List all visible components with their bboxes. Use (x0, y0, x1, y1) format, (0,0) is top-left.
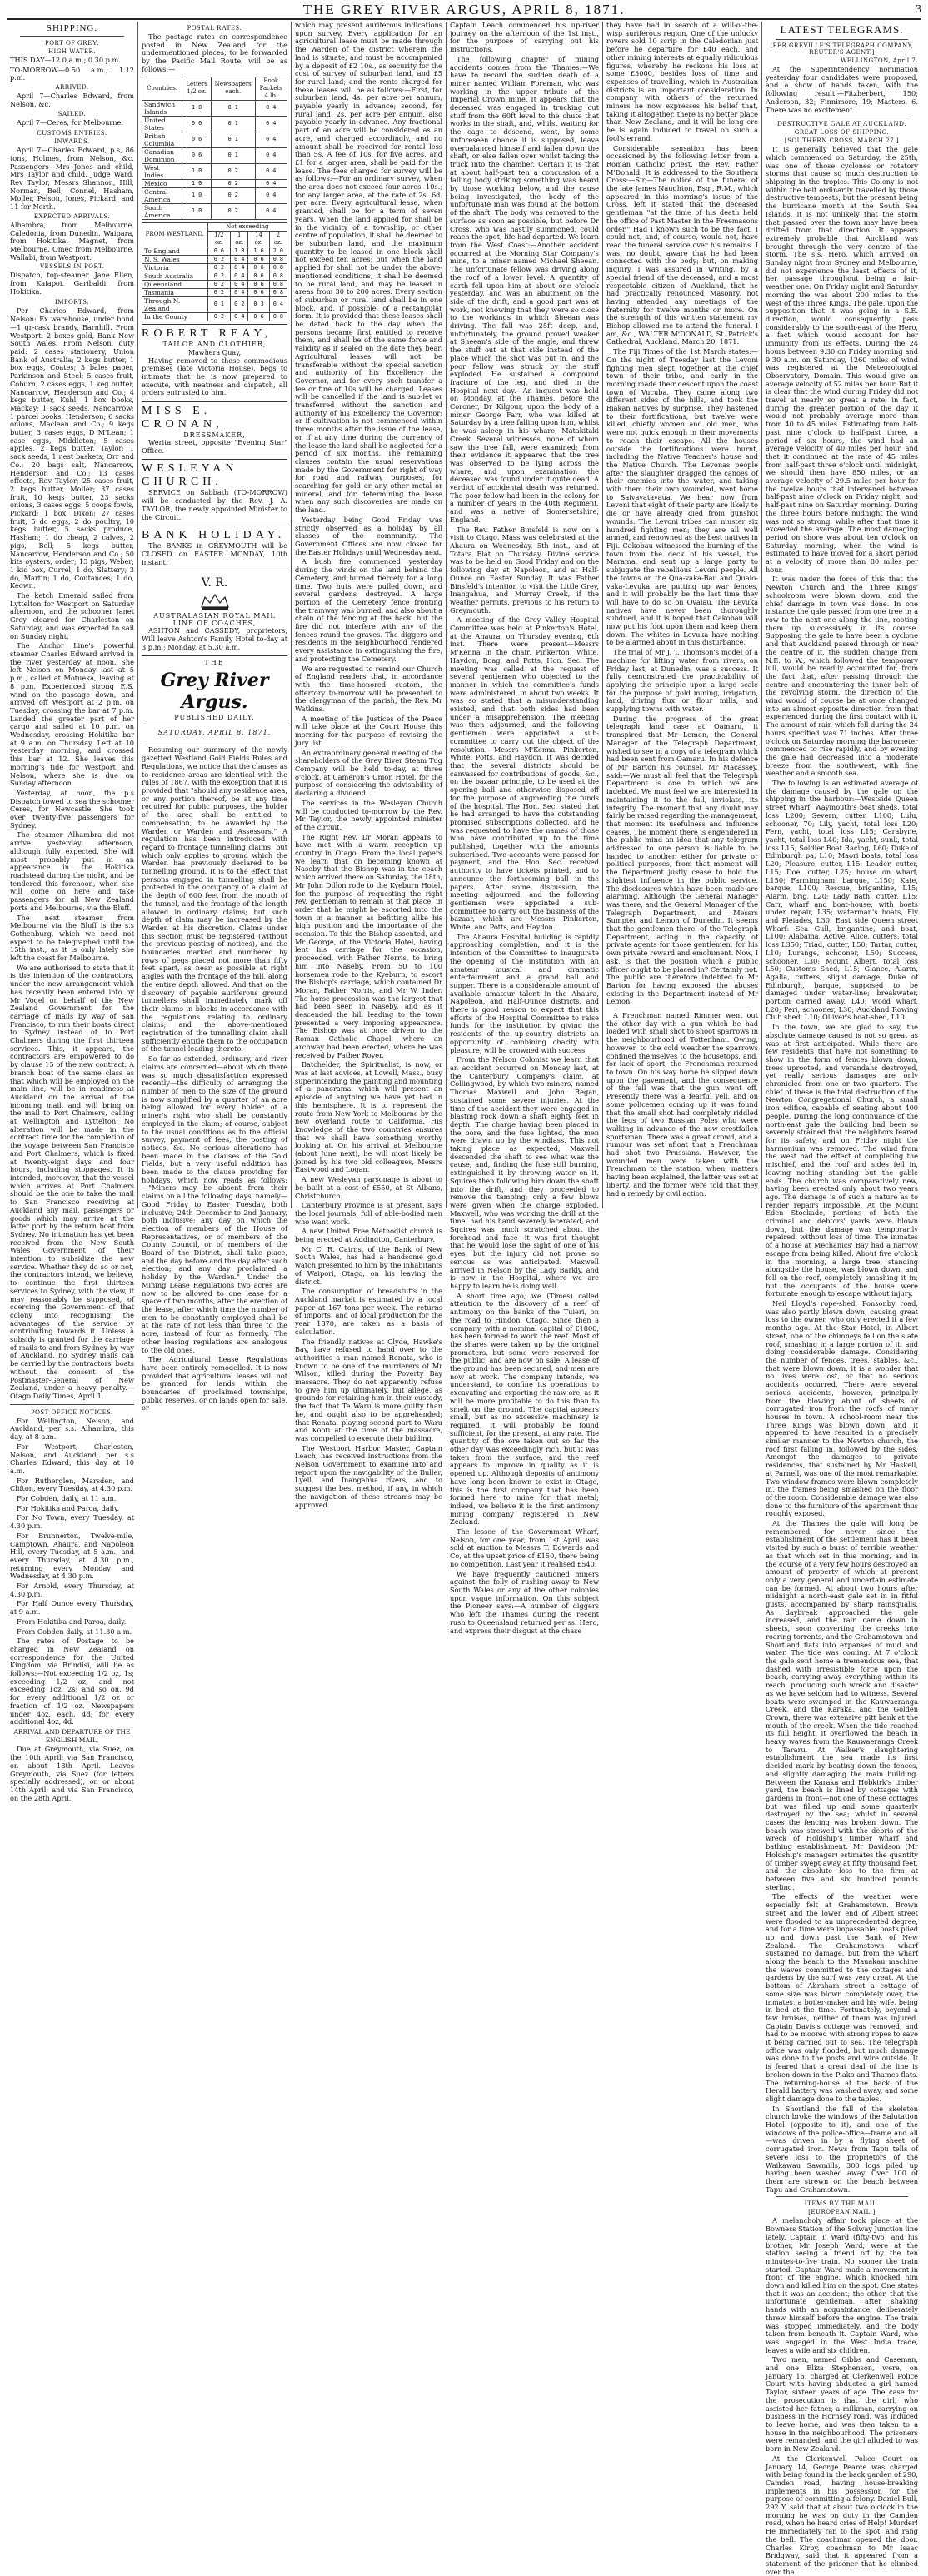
gale-source: [SOUTHERN CROSS, MARCH 27.] (784, 137, 900, 145)
news-paragraph: Mr C. R. Cairns, of the Bank of New South Wales, has had a handsome gold watch presented to him by the inhabitants of Waipori, Otago, on his leaving the district. (295, 1244, 442, 1286)
post-notice: For Cobden, daily, at 11 a.m. (17, 1494, 117, 1503)
table-row (142, 203, 287, 219)
advert-bank-holiday (142, 526, 287, 571)
telegraph-source: [PER GREVILLE'S TELEGRAPH COMPANY, REUTER'S AGENT.] (770, 42, 914, 56)
table-cell: Through N. Zealand (142, 296, 208, 312)
news-paragraph: A meeting of the Justices of the Peace will take place at the Court House this morning for the purpose of revising the jury list. (295, 714, 442, 747)
news-paragraph: A melancholy affair took place at the Bowness Station of the Solway Junction line lately. Captain T. Ward (fifty-two) and his brother, Mr Joseph Ward, were at the station seeing a friend off by the ten minutes-to-five train. No sooner the train started, Captain Ward made a movement in front of the engine, which knocked him down and killed him on the spot. One states that it was an accident; the other, that the unfortunate gentleman, after shaking hands with an acquaintance, deliberately threw himself before the engine. The train was stopped immediately, and the body taken from beneath it. Captain Ward, who was engaged in the West India trade, leaves a wife and six children. (766, 2216, 918, 2354)
table-cell: 0 4 (231, 280, 248, 288)
table-cell: 0 2 (211, 187, 255, 203)
news-paragraph: they have had in search of a will-o'-the-wisp auriferous region. One of the unlucky rovers sold 10 scrip in the Caledonian just before he departure for £40 each, and other mining interests at equally ridiculous figures, whereby he reckons his loss at some £3000, besides loss of time and expenses of travelling, which in Australian districts is an important consideration. In company with others of the returned miners he now expresses his belief that, taking it altogether, there is no better place than New Zealand, and it will be long ere he is again induced to travel on such a fool's errand. (606, 21, 759, 142)
telegram-dateline: WELLINGTON, April 7. (841, 57, 918, 64)
table-cell: Victoria (142, 263, 208, 272)
table-cell: 0 6 (207, 247, 231, 255)
mail-arrival-heading: ARRIVAL AND DEPARTURE OF THE ENGLISH MAIL. (13, 1728, 131, 1744)
post-notice: From Cobden daily, at 11.30 a.m. (17, 1627, 132, 1636)
vessels-heading: VESSELS IN PORT. (40, 263, 104, 271)
table-cell: 0 1 (211, 116, 255, 132)
column-news-4 (447, 21, 602, 1635)
table-cell: 0 6 (248, 312, 269, 321)
advert-title: WESLEYAN CHURCH. (142, 462, 238, 489)
table-row (142, 187, 287, 203)
news-paragraph: A new Wesleyan parsonage is about to be built at a cost of £550, at St Albans, Christchurch. (295, 1175, 442, 1200)
table-cell: 0 2 (211, 163, 255, 179)
news-paragraph: The trial of Mr J. T. Thomson's model of a machine for lifting water from rivers, on Friday last, at Dunedin, was a success. It fully demonstrated the practicability of applying the principle upon a large scale for the purpose of gold mining, irrigation, land, driving flux or flour mills, and supplying towns with water. (606, 648, 758, 714)
masthead (0, 0, 928, 18)
table-cell: 0 8 (269, 272, 287, 280)
news-paragraph: which may present auriferous indications upon survey. Every application for an agricultural lease must be made through the Warden of the district wherein the land is situate, and must be accompanied by a deposit of £2 10s., as security for the cost of survey of suburban land, and £5 for rural land; and the rents charged for these leases will be as follows:—First, for suburban land, 4s. per acre per annum, payable yearly in advance; second, for rural land, 2s. per acre per annum, also payable yearly in advance. Any fractional part of an acre will be considered as an acre, and charged accordingly, and no amount shall be received for rental less than 5s. A fee of 10s. for five acres, and £1 for a larger area, shall be paid for the lease. The fees charged for survey will be as follows:—For an ordinary survey, when the area does not exceed four acres, 10s.; for any larger area, at the rate of 2s. 6d. per acre. Every agricultural lease, when granted, shall be for a term of seven years. When the land applied for shall be in the vicinity of a township, or other centre of population, it shall be deemed to be suburban land, and the maximum quantity to be leased in one block shall not exceed ten acres; but when the land applied for shall not be under the above-mentioned conditions, it shall be deemed to be rural land, and may be leased in areas from 30 to 200 acres. Every section of suburban or rural land shall be in one block, and, if possible, of a rectangular form. It is provided that these leases shall be dated back to the day when the persons became first entitled to receive them, and shall be of the same force and validity as if sealed on the date they bear. Agricultural leases will not be transferable without the special sanction and authority of his Excellency the Governor, and for every such transfer a fee or fine of 10s will be charged. Leases will be cancelled if the land is sub-let or transferred without the sanction and authority of his Excellency the Governor; or if cultivation is not commenced within three months after the issue of the lease, or if at any time during the currency of the lease the land shall be neglected for a period of six months. The remaining clauses contain the usual reservations made by the Government for right of way for road and railway purposes, for searching for gold or any other metal or mineral, and for determining the lease when any such discoveries are made on the land. (295, 21, 442, 515)
imports-heading: IMPORTS. (55, 298, 89, 306)
table-cell: 0 2 (207, 312, 231, 321)
table-cell: 1 6 (248, 247, 269, 255)
news-item: The steamer Alhambra did not arrive yesterday afternoon, although fully expected. She will most probably put in an appearance in the Hokitika roadstead during the night, and be tendered this forenoon, when she will come on here and take passengers for all New Zealand ports and Melbourne, via the Bluff. (10, 830, 134, 912)
th-weight: 14 oz. (248, 231, 269, 247)
table-cell: 0 8 (269, 288, 287, 296)
table-row (142, 116, 287, 132)
post-notice: For Half Ounce every Thursday, at 9 a.m. (10, 1599, 134, 1617)
news-paragraph: The Westport Harbor Master, Captain Leach, has received instructions from the Nelson Government to examine into and report upon the navigability of the Buller, Lyell, and Inangahua rivers, and to suggest the best method, if any, in which the navigation of these streams may be approved. (295, 1443, 442, 1509)
post-notice: From Hokitika and Paroa, daily. (17, 1617, 127, 1626)
th-weight: 1 oz. (231, 231, 248, 247)
table-cell: Tasmania (142, 288, 208, 296)
mail-source: [EUROPEAN MAIL.] (808, 2209, 876, 2216)
table-cell: South America (142, 203, 182, 219)
table-cell: South Australia (142, 272, 208, 280)
news-paragraph: Neil Lloyd's rope-shed, Ponsonby road, was also partly blown down, causing great loss to the owner, who only erected it a few months ago. At the Star Hotel, in Albert street, one of the chimneys fell on the slate roof, smashing in a large portion of it, and doing considerable damage. Considering the number of fences, trees, stables, &c., that were blown down, it is a wonder that no lives were lost, or that no serious accidents occurred. There were several serious accidents, however, principally from the blowing about of sheets of corrugated iron from the roofs of many houses in town. A school-room near the Three Kings was blown down, and it appeared to have resulted in a precisely similar manner to the Newton church, the roof first falling in, followed by the sides. Amongst the damages to private residences, that sustained by Mr Haskell, at Parnell, was one of the most remarkable. Two window-frames were blown completely in, the frames being smashed on the floor of the room. Considerable damage was also done to the furniture of the apartment thus roughly exposed. (766, 1299, 918, 1518)
post-notice: For Brunnerton, Twelve-mile, Camptown, Ahaura, and Napoleon Hill, every Tuesday, at 5 a.m., and every Thursday, at 4.30 p.m., returning every Monday and Wednesday, at 4.30 p.m. (10, 1531, 134, 1581)
table-cell: 0 8 (269, 280, 287, 288)
masthead-name: Grey River Argus. (160, 670, 269, 714)
table-cell: 0 2 (211, 179, 255, 187)
advert-title: AUSTRALASIAN ROYAL MAIL LINE OF COACHES, (153, 612, 276, 628)
news-paragraph: The lessee of the Government Wharf, Nelson, for one year, from 1st April, was sold at auction to Messrs T. Edwards and Co, at the upset price of £150, there being no competition. Last year it realised £540. (450, 1527, 599, 1568)
inwards-heading: INWARDS. (54, 138, 90, 146)
th-weight: 2 oz. (269, 231, 287, 247)
table-row (142, 288, 287, 296)
divider (20, 36, 124, 37)
table-row (142, 247, 287, 255)
news-paragraph: Batchelder, the Spiritualist, is now, or was at last advices, at Lowell, Mass., busy superintending the painting and mounting of a panorama, which will present an episode of anything we have yet had in this hemisphere. It is to represent the route from New York to Melbourne by the new overland route to California. His knowledge of the two countries ensures that we shall have something worthy looking at. On his arrival at Melbourne (about June next), he will most likely be joined by his two old colleagues, Messrs Eastwood and Logan. (295, 1060, 442, 1174)
column-news-5 (603, 22, 761, 1208)
table-row (142, 312, 287, 321)
advert-robert-reay (142, 324, 287, 402)
table-cell: 0 4 (231, 272, 248, 280)
news-paragraph: It was under the force of this that the Newton Church and the Three Kings' schoolroom were blown down, and the chief damage in town was done. In one instance the gale passed from one tree in a row to the next one along the line, rooting them up successively in its course. Supposing the gale to have been a cyclone and that Auckland passed through or near the centre of it, the sudden change from N.E. to W., which followed the temporary lull, would be readily accounted for, from the fact that, after passing through the centre and encountering the inner belt of the revolving storm, the direction of the wind would of course be at once changed into an almost opposite direction from that experienced during the first contact with it. The amount of rain which fell during the 24 hours specified was 71 inches. After three o'clock on Saturday morning the barometer commenced to rise rapidly, and by evening the gale had decreased into a moderate breeze from the south-west, with fine weather and a smooth sea. (766, 575, 918, 778)
news-paragraph: The effects of the weather were especially felt at Grahamstown. Brown street and the lower end of Albert street were flooded to an unprecedented degree, and for a time were impassable; boats plied up and down past the Bank of New Zealand. The Grahamstown wharf sustained no damage, but from the wharf along the beach to the Mauakau machine the waves committed to the cottages and gardens by the surf was very great. At the bottom of Abraham street a cottage of some size was blown completely over, the inmates, a boiler-maker and his wife, being in bed at the time. Fortunately, beyond a few bruises, neither of them was injured. Captain Davis's cottage was removed, and had to be moored with strong ropes to save it being carried out to sea. The telegraph office was only flooded, but much damage was done to the posts and wire outside. It is feared that a great deal of the line is broken down in the Piako and Thames flats. The returning-house at the back of the Herald battery was washed away, and some slight damage done to the tables. (766, 1892, 918, 2103)
table-cell: Central America (142, 187, 182, 203)
table-row (142, 147, 287, 163)
expected-heading: EXPECTED ARRIVALS. (33, 212, 111, 220)
news-paragraph: Two men, named Gibbs and Caseman, and one Eliza Stephenson, were, on January 16, charged at Clerkenwell Police Court with having abducted a girl named Taylor, sixteen years of age. The case for the prosecution is that the girl, who assisted her father, a milkman, carrying on business in the Hornsey road, was induced to leave home, and was then taken to a house in the neighbourhood. The prisoners were remanded, and the girl alluded to was born in New Zealand. (766, 2355, 918, 2454)
post-notice: For Arnold, every Thursday, at 4.30 p.m. (10, 1582, 134, 1598)
post-notice: For No Town, every Tuesday, at 4.30 p.m. (10, 1513, 134, 1531)
news-paragraph: A Frenchman named Rimmer went out the other day with a gun which he had loaded with small shot to shoot sparrows in the neighbourhood of Tottenham. Owing, however, to the cold weather the sparrows confined themselves to the housetops, and, for lack of sport, the Frenchman returned to town. On his way home he slipped down upon the pavement, and the consequence of the fall was that the gun went off. Presently there was a fearful yell, and on some policemen coming up it was found that the small shot had completely riddled the legs of two Russian Poles who were walking in advance of the now crestfallen sportsman. There was a great crowd, and a rumour was set afloat that a Frenchman had shot two Prussians. However, the wounded men were taken with the Frenchman to the station, when, matters having been explained, the latter was set at liberty, and the former were told that they had a remedy by civil action. (606, 1011, 758, 1198)
table-cell: 0 2 (207, 272, 231, 280)
page-number: 3 (916, 3, 921, 16)
news-item: Yesterday, at noon, the p.s Dispatch towed to sea the schooner Ceres, for Newcastle. She took over twenty-five passengers for Sydney. (10, 788, 134, 830)
table-cell: 0 8 (269, 255, 287, 263)
inwards-text: April 7—Charles Edward, p.s, 86 tons, Holmes, from Nelson, &c. Passengers—Mrs Jones and child, Mrs Taylor and child, Judge Ward, Rev Taylor, Messrs Shannon, Hill, Norman, Bell, Connel, Hasham, Moller, Pelson, Jones, Pickard, and 11 for North. (10, 146, 134, 212)
port-heading: PORT OF GREY. (45, 39, 99, 47)
table-cell: 0 1 (207, 296, 231, 312)
news-paragraph: A new United Free Methodist church is being erected at Addington, Canterbury. (295, 1227, 442, 1244)
table-row (142, 100, 287, 116)
news-paragraph: In Shortland the fall of the skeleton church broke the windows of the Salutation Hotel (opposite to it), and one of the windows of the police-office—frame and all—was driven in by a flying sheet of corrugated iron. News from Tapu tells of severe loss to the proprietors of the Waikawau Sawmills, 300 logs piled up having been washed away. Over 100 of them are strewn on the beach between Tapu and Grahamstown. (766, 2104, 918, 2194)
advert-address: Mawhera Quay, (187, 348, 242, 356)
editorial-masthead (142, 655, 287, 746)
table-cell: 0 1 (211, 132, 255, 147)
high-water-heading: HIGH WATER. (47, 48, 97, 55)
news-item: The next steamer from Melbourne via the Bluff is the s.s Gothenburg, which we need not expect to be telegraphed until the 15th inst., as it is only lately she left the coast for Melbourne. (10, 913, 134, 963)
imports-text: Per Charles Edward, from Nelson: Ex warehouse, under bond—1 qr-cask brandy, Barnhill. From Westport: 2 boxes gold, Bank New South Wales. From Nelson, duty paid: 2 cases stationery, Union Bank of Australia; 2 kegs butter, 1 box eggs, Coates; 3 bales paper, Parkinson and Steel; 5 cases fruit, Coburn; 2 cases eggs, 1 keg butter, Nancarrow, Henderson and Co.; 4 kegs butter, Kuhl; 1 box books, Mackay; 1 sack seeds, Nancarrow; 1 parcel books, Henderson; 6 sacks onions, Maclean and Co.; 9 kegs butter, 3 cases eggs, D M'Lean; 1 case eggs, Middleton; 5 cases apples, 2 kegs butter, Taylor; 1 sack seeds, 1 nest baskets, Orr and Co.; 20 bags salt, Nancarrow, Henderson and Co.; 13 cases effects, Rev Taylor; 25 cases fruit, 2 kegs butter, Moller; 37 cases fruit, 10 kegs butter, 23 sacks onions, 3 cases eggs, 5 coops fowls, Pickard; 1 box, Dixon; 27 cases fruit, 5 do eggs, 2 do poultry, 10 kegs butter, 5 sacks produce, Hasham; 1 do cheap, 2 calves, 2 pigs, Bell; 5 kegs butter, Nancarrow, Henderson and Co.; 50 kits oysters, order; 13 pigs, Weber; 1 kid box, Currel; 1 do, Slattery; 3 do, Martin; 1 do, Coutances; 1 do, Keown. (10, 306, 134, 590)
telegram-text: At the Superintendency nomination yesterday four candidates were proposed, and a show of hands taken, with the following result:—Fitzherbert, 150; Anderson, 32; Finnimore, 19; Masters, 6. There was no excitement. (766, 65, 918, 114)
news-paragraph: The services in the Wesleyan Church will be conducted to-morrow by the Rev. Mr Taylor, the newly appointed minister of the circuit. (295, 798, 442, 831)
news-paragraph: We have frequently cautioned miners against the folly of rushing away to New South Wales or any of the other colonies upon vague information. On this subject the Pioneer says:—A number of diggers who left the Thames during the recent rush to Queensland returned per ss. Hero, and express their disgust at the chase (450, 1569, 599, 1635)
table-cell: 0 8 (269, 263, 287, 272)
table-cell: 0 2 (207, 263, 231, 272)
table-cell: 0 4 (231, 312, 248, 321)
sailed-text: April 7—Ceres, for Melbourne. (17, 117, 123, 127)
news-paragraph: Captain Leach commenced his up-river journey on the afternoon of the 1st inst., for the purpose of carrying out his instructions. (450, 21, 599, 54)
advert-title: BANK HOLIDAY. (142, 529, 286, 542)
th-letters: Letters 1/2 oz. (182, 77, 212, 100)
newspaper-page (7, 21, 921, 2576)
post-notice: For Westport, Charleston, Nelson, and Auckland, per s.s Charles Edward, this day at 10 a.m. (10, 1442, 134, 1475)
news-item: The ketch Emerald sailed from Lyttelton for Westport on Saturday afternoon, and the schooner Janet Grey cleared for Charleston on Saturday, and was expected to sail on Sunday night. (10, 591, 134, 640)
published-daily: PUBLISHED DAILY. (174, 714, 255, 722)
postal-rates-heading: POSTAL RATES. (187, 24, 242, 32)
news-paragraph: We are requested to remind our Church of England readers that, in accordance with the time-honored custom, the offertory to-morrow will be presented to the clergyman of the parish, the Rev. Mr Watkins. (295, 664, 442, 714)
table-cell: Queensland (142, 280, 208, 288)
table-cell: 0 4 (231, 288, 248, 296)
table-cell: 0 1 (211, 147, 255, 163)
table-row (142, 272, 287, 280)
table-cell: 0 6 (182, 132, 212, 147)
news-paragraph: Canterbury Province is at present, says the local journals, full of able-bodied men who want work. (295, 1201, 442, 1226)
news-paragraph: During the progress of the great telegraph land case at Oamaru, it transpired that Mr Lemon, the General Manager of the Telegraph Department, wished to see in a copy of a telegram which had been sent from Oamaru. In his defence of Mr Barton his counsel, Mr Macassey, said:—We must all feel that the Telegraph Department is one to which we are indebted. We must feel we are interested in maintaining it to the full, inviolate, its integrity. The moment that any doubt may fairly be raised regarding the management, that moment its usefulness and influence ceases. The moment there is engendered in the public mind an idea that any telegram addressed to one person is liable to be handed to another, either for private or political purposes, from that moment will the Department justly cease to hold the slightest influence in the public service. The disclosures which have been made are alarming. Although the General Manager was there, and the General Manager of the Telegraph Department, and Messrs Sumpter and Lemon of Dunedin. It seems that the gentlemen there, of the Telegraph Department, acting in the capacity of private agents for those gentlemen, for his own private reward and emolument. Now, I ask, is that the position which a public officer ought to be placed in? Certainly not. The public are therefore indebted to Mr Barton for having exposed the abuses existing in the Department instead of Mr Lemon. (606, 714, 758, 1006)
table-cell: 0 6 (248, 288, 269, 296)
news-paragraph: It is generally believed that the gale which commenced on Saturday, the 25th, was one of those cyclones or rotatory storms that cause so much destruction to shipping in the tropics. This Colony is not within the belt ordinarily travelled by those destructive tempests, but the present being the hurricane month at the South Sea Islands, it is not unlikely that the storm that passed over the town may have been drifted from that direction. It appears extremely probable that Auckland was brought through the very centre of the storm. The s.s. Hero, which arrived on Sunday night from Sydney and Melbourne, did not experience the least effects of it, her passage throughout being a fair-weather one. On Friday night and Saturday morning the was about 200 miles to the west of the Three Kings. The gale, upon the supposition that it was going in a S.E. direction, would consequently pass considerably to the south-east of the Hero, a fact which would account for her immunity from its effects. During the 24 hours between 9.30 on Friday morning and 9.30 a.m. on Saturday, 1260 miles of wind was registered at the Meteorological Observatory, Domain. This would give an average velocity of 52 miles per hour. But it is clear that the wind during Friday did not travel at nearly so great a rate; in fact, during the greater portion of the day it would not probably average more than from 40 to 45 miles. Estimating from half-past nine o'clock to half-past three, a period of six hours, the wind had an average velocity of 40 miles per hour, and that it continued at the rate of 45 miles from half-past three o'clock until midnight, we should then have 850 miles, or an average velocity of 29.5 miles per hour for the twelve hours that intervened between half-past nine o'clock on Friday night, and half-past nine on Saturday morning. During the three hours before midnight the wind was not so strong, while after that time it exceeded the average. The most damaging period on shore was about ten o'clock on Saturday morning, when the wind is estimated to have moved for a short period at a velocity of more than 80 miles per hour. (766, 145, 918, 574)
table-cell: 2 0 (269, 247, 287, 255)
news-item: The Anchor Line's powerful steamer Charles Edward arrived in the river yesterday at noon. She left Nelson on Monday last at 5 p.m., called at Motueka, leaving at 8 p.m. Experienced strong E.S. wind on the passage down, and arrived off Westport at 2 p.m. on Tuesday, crossing the bar at 7 p.m. Landed the greater part of her cargo and sailed at 10 p.m. on Wednesday, crossing Hokitika bar at 9 a.m. on Thursday. Left at 10 yesterday morning, and crossed this bar at 12. She leaves this morning's tide for Westport and Nelson, where she is due on Sunday afternoon. (10, 641, 134, 788)
news-paragraph: Considerable sensation has been occasioned by the following letter from a Roman Catholic priest, the Rev. Father M'Donald. It is addressed to the Southern Cross:—Sir,—The notice of the funeral of the late James Naughton, Esq., R.M., which appeared in this morning's issue of the Cross, left it stated that the deceased gentleman "at the time of his death held the office of Past Master in the Freemasons order." Had I known such to be the fact, I could not, and, of course, would not, have read the funeral service over his remains. I was, no doubt, aware that he had been connected with the body; but, on making inquiry, I was assured in writing, by a special friend of the deceased, and a most respectable citizen of Auckland, that he had practically renounced Masonry, not having attended any meetings of the fraternity for twelve months or more. On the strength of this written statement my Bishop allowed me to attend the funeral. I am, &c., WALTER M'DONALD, St. Patrick's Cathedral, Auckland. March 20, 1871. (606, 143, 758, 346)
shipping-heading: SHIPPING. (46, 23, 98, 33)
table-cell: United States (142, 116, 182, 132)
table-cell: In the County (142, 312, 208, 321)
sailed-heading: SAILED. (57, 110, 87, 117)
table-cell: 0 4 (255, 116, 287, 132)
table-cell: Sandwich Islands (142, 100, 182, 116)
expected-text: Alhambra, from Melbourne. Caledonia, from Dunedin. Waipara, from Hokitika. Magnet, from Melbourne. Omeo from Melbourne. Wallabi, from Westport. (10, 220, 134, 262)
column-shipping (7, 22, 137, 1802)
news-paragraph: The following chapter of mining accidents comes from the Thames:—We have to record the sudden death of a miner named William Foreman, who was working in the upper tribute of the Imperial Crown mine. It appears that the deceased was engaged in trucking out stuff from the 60ft level to the chute that works in the shaft, and, whilst waiting for the cage to descend, went, by some unforeseen chance it is supposed, leave overbalanced himself and fallen down the shaft, or else fallen over whilst taking the truck into the chamber. Certain it is that at about half-past ten a concussion of a falling body striking something was heard by those working below, and the cause being investigated, the body of the unfortunate man was found at the bottom of the shaft. The body was removed to the surface as soon as possible, but before Dr Cross, who was hastily summoned, could reach the spot, life had departed. We learn from the West Coast:—Another accident occurred at the Morning Star Company's mine, to a miner named Michael Sheean. The unfortunate fellow was driving along the roof of a lower level. A quantity of earth fell upon him at about one o'clock yesterday, and was an abutment on the side of the drift, and a good part was at work, not knowing that they were so close to the workings in which Sheean was driving. The fall was 25ft deep, and, unfortunately, the ground proved weaker at Sheean's side of the angle, and threw the stuff out at that side instead of the place which the shot was put in, and the poor fellow was struck by the stuff exploded. He sustained a compound fracture of the leg, and died in the Hospital next day.—An inquest was held on Monday, at the Thames, before the Coroner, Dr Kilgour, upon the body of a miner George Farr, who was killed at Saturday by a tree falling upon him, whilst he was asleep in his whare, Matakitaki Creek. Several witnesses, none of whom saw the tree fall, were examined; from their evidence it appeared that the tree was observed to be lying across the whare, and upon examination the deceased was found under it quite dead. A verdict of accidental death was returned. The poor fellow had been in the colony for a number of years in the 40th Regiment, and was a native of Somersetshire, England. (450, 54, 599, 524)
gale-subheading: GREAT LOSS OF SHIPPING. (794, 129, 890, 137)
th-country: Countries. (142, 77, 182, 100)
table-cell: 0 2 (211, 203, 255, 219)
table-cell: 1 0 (182, 163, 212, 179)
table-cell: 0 6 (248, 272, 269, 280)
high-water-today: THIS DAY—12.0 a.m.; 0.30 p.m. (10, 56, 121, 64)
advert-title: ROBERT REAY, (142, 326, 272, 340)
table-cell: British Columbia (142, 132, 182, 147)
divider (776, 39, 908, 40)
dateline: SATURDAY, APRIL 8, 1871. (157, 729, 272, 737)
table-cell: 0 4 (269, 296, 287, 312)
post-notice: The rates of Postage to be charged in New Zealand on correspondence for the United Kingdom, via Brindisi, will be as follows:—Not exceeding 1/2 oz, 1s; exceeding 1/2 oz, and not exceeding 1oz, 2s; and so on, 9d for every additional 1/2 oz or fraction of 1/2 oz. Newspapers under 4oz, each, 4d; for every additional 4oz, 4d. (10, 1637, 134, 1726)
news-item: We are authorised to state that it is the intention of the contractors, under the new arrangement which has recently been entered into by Mr Vogel on behalf of the New Zealand Government for the carriage of mails by way of San Francisco, to run their boats direct to Sydney instead of to Port Chalmers during the first thirteen services. This, it appears, the contractors are empowered to do by clause 15 of the new contract. A branch boat of the same class as that which will be employed on the main line, will be in readiness at Auckland on the arrival of the incoming mail, and will bring on the mail to Port Chalmers, calling at Wellington and Lyttelton. No alteration will be made in the contract time for the completion of the voyage between San Francisco and Port Chalmers, which is fixed at twenty-eight days and four hours, including stoppages. It is intended, moreover, that the vessel which arrives at Port Chalmers should be the one to take the mail to San Francisco receiving at Auckland any mail, passengers or goods which may arrive at the latter port by the return boat from Sydney. No intimation has yet been received from the New South Wales Government of their intention to subsidize the new service. Whether they do so or not, the contractors intend, we believe, to continue the first thirteen services to Sydney, with the view, it may reasonably be supposed, of coercing the Government of that colony into recognising the advantages of the service by contributing towards it. Unless a subsidy is granted for the carriage of mails to and from Sydney by way of Auckland, no Sydney mails can be carried by the contractors' boats without the consent of the Postmaster-General of New Zealand, under a heavy penalty.—Otago Daily Times, April 1. (10, 963, 134, 1400)
advert-text: Werita street, opposite "Evening Star" Office. (142, 438, 287, 455)
table-cell: 0 4 (255, 179, 287, 187)
pacific-rates-table (142, 77, 287, 220)
table-cell: 0 4 (255, 203, 287, 219)
latest-telegrams-heading: LATEST TELEGRAMS. (780, 23, 904, 36)
table-cell: 1 0 (182, 179, 212, 187)
th-not-exceeding: Not exceeding (207, 222, 287, 231)
newspaper-title: THE GREY RIVER ARGUS, APRIL 8, 1871. (302, 2, 626, 17)
table-cell: 0 6 (248, 255, 269, 263)
table-cell: 0 6 (182, 116, 212, 132)
post-notice: For Rutherglen, Marsden, and Clifton, every Tuesday, at 4.30 p.m. (10, 1476, 134, 1493)
post-notice: For Hokitika and Paroa, daily. (17, 1503, 120, 1512)
table-row (142, 132, 287, 147)
table-cell: West Indies (142, 163, 182, 179)
post-office-heading: POST OFFICE NOTICES. (31, 1408, 113, 1416)
royal-cipher: V. R. (201, 576, 228, 590)
table-cell: 1 0 (182, 187, 212, 203)
advert-text: ASHTON and CASSEDY, proprietors, Will leave Ashton's Family Hotel to-day at 3 p.m.; Monday, at 5.30 a.m. (142, 626, 287, 651)
crown-icon (198, 592, 232, 610)
mail-items-heading: ITEMS BY THE MAIL. (804, 2200, 880, 2208)
table-cell: 0 2 (207, 255, 231, 263)
news-paragraph: In the town, we are glad to say, the absolute damage caused is not so great as was at first anticipated. While there are few residents that have not something to show in the form of fences blown down, trees uprooted, and verandahs destroyed, yet really serious damages are only chronicled from one or two quarters. The chief of these is the total destruction of the Newton Congregational Church, a small iron edifice, capable of seating about 400 people. During the long continuance of the north-east gale the building had been so severely strained that the neighbors feared for its safety, and on Friday night the harmonium was removed. The wind from the west had the effect of completing the mischief, and the roof and sides fell in, leaving nothing standing but the gable ends. The church was comparatively new, having been erected only about two years ago. The damage is of such a nature as to render repairs impossible. At the Mount Eden Stockade, portions of both the criminal and debtors' yards were blown down, but the damage was temporarily repaired, without loss of time. The inmates of a house at Mechanics' Bay had a narrow escape from being killed. About five o'clock in the morning, a large tree, standing alongside the house, was blown down, and fell on the roof, completely smashing it in; but the occupants of the house were fortunate enough to escape without injury. (766, 1023, 918, 1298)
divider (10, 1404, 134, 1405)
news-paragraph: A short time ago, we (Times) called attention to the discovery of a reef of antimony on the banks of the Tuieri, on the road to Hindon, Otago. Since then a company, with a nominal capital of £1800, has been formed to work the reef. Most of the shares were taken up by the original promoters, but some were reserved for the public, and are now on sale. A lease of the ground has been secured, and men are now at work. The company intends, we understand, to confine its operations to excavating and exporting the raw ore, as it will be more profitable to do this than to smelt on the ground. The capital appears small, but as no excessive machinery is required, it will probably be found sufficient, for the present, at any rate. The quantity of the ore taken out so far the other day was exceedingly rich, but it was taken from the surface, and the reef appears to improve in quality as it is opened up. Although deposits of antimony have long been known to exist in Otago, this is the first company that has been formed here to mine for that metal; indeed, we believe it is the first antimony mining company registered in New Zealand. (450, 1291, 599, 1527)
table-row (142, 179, 287, 187)
table-row (142, 263, 287, 272)
table-cell: 0 6 (248, 263, 269, 272)
news-paragraph: A bush fire commenced yesterday during the winds on the land behind the Cemetery, and burned fiercely for a long time. Two huts were pulled down, and several gardens destroyed. A large portion of the Cemetery fence fronting the tramway was burned, and also about a chain of the fencing at the back, but the fire did not interfere with any of the fences round the graves. The diggers and residents in the neighbourhood rendered every assistance in extinguishing the fire, and protecting the Cemetery. (295, 557, 442, 663)
arrived-text: April 7—Charles Edward, from Nelson, &c. (10, 92, 134, 108)
westland-rates-table (142, 222, 287, 321)
th-book-packets: Book Packets 4 lb. (255, 77, 287, 100)
news-paragraph: From the Nelson Colonist we learn that an accident occurred on Monday last, at the Canterbury Company's claim, at Collingwood, by which two miners, named Thomas Maxwell and John Regan, sustained some severe injuries. At the time of the accident they were engaged in blasting rock down a shaft eighty feet in depth. The charge having been placed in the bore, and the fuse lighted, the men were drawn up by the windlass. This not taking place as expected, Maxwell descended the shaft to see what was the cause, and, finding the fuse still burning, extinguished it by throwing water on it. Squires then following him down the shaft into the drift, and they proceeded to remove the tamping; only a few blows were given when the charge exploded. Maxwell, who was working the drill at the time, had his hand severely lacerated, and Squires was much scratched about the forehead and face—it was first thought that he would lose the sight of one of his eyes, but the injury did not prove so serious as was anticipated. Maxwell arrived in Nelson by the Lady Barkly, and is now in the Hospital, where we are happy to learn he is doing well. (450, 1055, 599, 1290)
advert-trade: TAILOR AND CLOTHIER, (162, 340, 267, 348)
column-postal-ads (138, 22, 291, 1413)
editorial-paragraph: Resuming our summary of the newly gazetted Westland Gold Fields Rules and Regulations, we notice that the clauses as to residence areas are identical with the rules of 1867, with the exception that it is provided that "should any residence area, or any portion thereof, be at any time required for public purposes, the holder of the area shall be entitled to compensation, to be awarded by the Warden or Warden and Assessors." A regulation has been introduced with regard to frontage tunnelling claims, but which only applies to ground which the Warden has previously declared to be tunnelling ground. It is to the effect that persons engaged in tunnelling shall be protected in the occupancy of a claim of the depth of 600 feet from the mouth of the tunnel, and the frontage of the length allowed in ordinary claims; but such depth of claim may be increased by the Warden at his discretion. Claims under this section must be registered (without the previous posting of notices), and the boundaries marked and numbered by rows of pegs placed not more than fifty feet apart, as near as possible at right angles with the frontage of the hill, along the entire depth allowed. And that on the discovery of payable auriferous ground tunnellers shall immediately mark off their claims in blocks in accordance with the regulations relating to ordinary claims; and the above-mentioned registration of the tunnelling claim shall sufficiently entitle them to the occupation of the tunnel leading thereto. (142, 745, 287, 1054)
advert-title: MISS E. CRONAN, (142, 405, 223, 431)
table-row (142, 163, 287, 179)
th-from-westland: FROM WESTLAND. (142, 222, 208, 247)
table-cell: 0 4 (255, 132, 287, 147)
editorial-paragraph: So far as extended, ordinary, and river claims are concerned—about which there was so much dissatisfaction expressed recently—the difficulty of arranging the number of men to the size of the ground is now simplified by a quarter of an acre being allowed for every holder of a miner's right who shall be constantly employed in the claim; of course, subject to the usual conditions as to the official survey, payment of fees, the posting of notices, &c. No serious alterations has been made in the clauses of the Gold Fields, but a very useful addition has been made to the clause providing for holidays, which now reads as follows:—"Miners may be absent from their claims on all the following days, namely—Good Friday to Easter Tuesday, both inclusive; 24th December to 2nd January, both inclusive; any day on which the election of members of the House of Representatives, or of members of the County Council, or of members of the Board of the District, shall take place, and the day before and the day after such election; and any day proclaimed a holiday by the Warden." Under the Mining Lease Regulations two acres are now to be allowed to one lease for a space of two months, after the erection of the lease, after which time the number of men to be constantly employed shall be at the rate of not less than three to the acre, instead of four as formerly. The other leasing regulations are analogous to the old ones. (142, 1054, 287, 1354)
vessels-text: Dispatch, top-steamer. Jane Ellen, from Kaiapoi. Garibaldi, from Hokitika. (10, 271, 134, 296)
news-paragraph: The Right Rev. Dr Moran appears to have met with a warm reception up country in Otago. From the local papers we learn that on becoming known at Naseby that the Bishop was in the coach which arrived there on Saturday, the 18th, Mr John Dillon rode to the Kyeburn Hotel, for the purpose of requesting the right rev. gentleman to remain at that place, in order that he might be escorted into the town in a manner as befitting alike his high position and the importance of the occasion. To this the Bishop assented, and Mr George, of the Victoria Hotel, having lent his carriage for the occasion, proceeded, with Father Norris, to bring him into Naseby. From 50 to 100 horsemen rode to the Kyeburn, to escort the Bishop's carriage, which contained Dr Moran, Father Norris, and Mr W. Inder. The horse procession was the largest that had been seen in Naseby, and as it descended the hill leading to the town presented a very imposing appearance. The Bishop was at once driven to the Roman Catholic Chapel, where an archway had been erected, where he was received by Father Royer. (295, 832, 443, 1059)
table-cell: 0 8 (269, 312, 287, 321)
table-cell: 0 4 (255, 147, 287, 163)
divider (776, 2196, 908, 2197)
post-notice: For Wellington, Nelson, and Auckland, per s.s. Alhambra, this day, at 8 a.m. (10, 1416, 134, 1442)
column-news-3 (292, 21, 446, 1509)
mail-arrival-text: Due at Greymouth, via Suez, on the 10th April; via San Francisco, on about 18th April. Leaves Greymouth, via Suez (for letters specially addressed), on or about 14th April; and via San Francisco, on the 28th April. (10, 1745, 134, 1802)
table-cell: 0 2 (207, 288, 231, 296)
customs-heading: CUSTOMS ENTRIES. (37, 129, 107, 137)
table-cell: 0 6 (182, 147, 212, 163)
table-cell: 0 3 (248, 296, 269, 312)
news-paragraph: The Rev. Father Binsfeld is now on a visit to Otago. Mass was celebrated at the Ahaura on Wednesday, 5th inst., and at Totara Flat on Thursday. Divine service was to be held on Good Friday and on the following day at Napoleon, and at Half-Ounce on Easter Sunday. It was Father Binsfeld's intention to visit the Little Grey, Inangahua, and Murray Creek, if the weather permits, previous to his return to Greymouth. (450, 525, 599, 615)
table-cell: 1 0 (231, 247, 248, 255)
advert-trade: DRESSMAKER, (183, 431, 246, 440)
advert-wesleyan-church (142, 459, 287, 526)
news-paragraph: The following is an estimated average of the damage caused by the gale on the shipping in the harbour:—Westside Queen street Wharf: Waymouth's boat sheds, total loss L200; Severn, cutter, L100; Lulu, schooner, 70; Lily, yacht, total loss L20; Fern, yacht, total loss L15; Carabyne, yacht, total loss L40; Ida, yacht, sunk, total loss L15; Soldier Boat Racing, L60; Duke of Edinburgh pa, L10; Maori boats, total loss L20; Pleasure, cutter, L15; Leader, cutter, L15; Doe, cutter, L25; house on wharf, L150; Farmingham, barque, L150; Kate, barque, L100; Rescue, brigantine, L15; Alarm, brig, L20; Lady Bath, cutter, L15; Carr, wharf and boat-house, with boats under repair, L35; waterman's boats, Fly and Pleiades, L30. East side Queen street Wharf: Sea Gull, brigantine, and boat, L100; Alabama, Active, Alice, cutters, total loss L350; Triad, cutter, L50; Tartar, cutter, L10; Lurange, schooner, L50; Success, schooner, L30; Mount Albert, total loss L50; Customs Shed, L15; Glance, Alarm, Agalia, cutters, slight damage; Duke of Edinburgh, barque, supposed to be damaged under water-line; breakwater, portion carried away, L40; wood wharf, L20; Peri, schooner, L30; Auckland Rowing Club shed, L10; Olliver's boat-shed, L10. (766, 779, 918, 1022)
postal-intro: The postage rates on correspondence posted in New Zealand for the undermentioned places, to be forwarded by the Pacific Mail Route, will be as follows:— (142, 32, 287, 73)
advert-miss-cronan (142, 401, 287, 459)
advert-royal-mail-coaches (142, 571, 287, 655)
table-cell: 0 4 (255, 187, 287, 203)
table-cell: 0 4 (255, 163, 287, 179)
table-cell: Canadian Dominion (142, 147, 182, 163)
column-telegrams (762, 22, 921, 2576)
table-row (142, 255, 287, 263)
top-rule (7, 18, 921, 20)
news-paragraph: The friendly natives at Clyde, Hawke's Bay, have refused to hand over to the authorities a man named Renata, who is known to be one of the murderers of Mr Wilson, killed during the Poverty Bay massacre. They do not apparently refuse to give him up ultimately, but allege, as grounds for retaining him in their custody, the fact that Te Waru is more guilty than he, and ought also to be apprehended; that Renata, playing second part to Waru and Kooti at the time of the massacre, was compelled to execute their bidding. (295, 1337, 442, 1442)
news-paragraph: Yesterday being Good Friday was strictly observed as a holiday by all classes of the community. The Government Offices are now closed for the Easter Holidays until Wednesday next. (295, 515, 442, 556)
table-cell: 0 4 (231, 255, 248, 263)
masthead-the: THE (204, 659, 225, 667)
table-cell: 0 4 (255, 100, 287, 116)
advert-text: The BANKS in GREYMOUTH will be CLOSED on EASTER MONDAY, 10th instant. (142, 541, 287, 566)
table-cell: Mexico (142, 179, 182, 187)
table-cell: 0 6 (248, 280, 269, 288)
news-paragraph: The Ahaura Hospital building is rapidly approaching completion, and it is the intention of the Committee to inaugurate the opening of the institution with an amateur musical and dramatic entertainment and a grand ball and supper. There is a considerable amount of available amateur talent in the Ahaura, Napoleon, and Half-Ounce districts, and there is good reason to expect that this efforts of the Hospital Committee to raise funds for the institution by giving the residents of the up-country districts an opportunity of combining charity with pleasure, will be crowned with success. (450, 932, 599, 1054)
advert-text: Having removed to those commodious premises (late Victoria House), begs to intimate that he is now prepared to execute, with neatness and dispatch, all orders entrusted to him. (142, 356, 287, 397)
table-cell: N. S. Wales (142, 255, 208, 263)
table-row (142, 280, 287, 288)
editorial-paragraph: The Agricultural Lease Regulations have been entirely remodelled. It is now provided that agricultural leases will not be granted for lands within the boundaries of proclaimed townships, public reserves, or on lands open for sale, or (142, 1355, 287, 1413)
news-paragraph: At the Clerkenwell Police Court on January 14, George Pearce was charged with being found in the back garden of 290, Camden road, having house-breaking implements in his possession for the purpose of committing a felony. Daniel Bull, 292 Y, said that at about two o'clock in the morning he was on duty in the Camden road, when he heard cries of Help! Murder! He immediately ran to the spot, and rang the bell. The coachman opened the door. Charles Kirby, coachman to Mr Isaac Bridgway, said that it appeared from a statement of the prisoner that he climbed over the (766, 2454, 918, 2576)
table-cell: 0 1 (211, 100, 255, 116)
high-water-tomorrow: TO-MORROW—0.50 a.m.; 1.12 p.m. (10, 65, 134, 82)
table-cell: 1 0 (182, 203, 212, 219)
table-cell: 0 2 (231, 296, 248, 312)
gale-heading: DESTRUCTIVE GALE AT AUCKLAND. (776, 120, 907, 128)
th-newspapers: Newspapers each. (211, 77, 255, 100)
table-cell: 1 0 (182, 100, 212, 116)
advert-text: SERVICE on Sabbath (TO-MORROW) will be conducted by the Rev. J. A. TAYLOR, the newly appointed Minister to the Circuit. (142, 488, 287, 521)
news-paragraph: At the Thames the gale will long be remembered, for never since the establishment of the settlement has it been visited by such a burst of terrible weather as that which set in this morning, and in the course of a very few hours destroyed an amount of property of which at present only a very general and uncertain estimate can be formed. At about two hours after midnight a north-east gale set in in fitful gusts, accompanied by sharp rainsqualls. As daybreak approached the gale increased, and the rain came down in sheets, soon converting the creeks into roaring torrents, and the Grahamstown and Shortland flats into expanses of mud and water. The tide was coming. At 7 o'clock the gale sent home a tremendous sea, that dashed with irresistible force upon the beach, carrying away everything within its reach, producing such wreck and disaster as we have seldom had to witness. Several boats were swamped in the Kauwaeranga Creek, and the Karaka, and the Golden Crown, there was extensive pitt bank at the mouth of the creek. When the tide reached its full height, it overflowed the beach in heavy waves from the Kauwaeranga Creek to Tararu. At Walker's slaughtering establishment the sea made its first decided mark by beating down the fences, and slightly damaging the main building. Between the Karaka and Hobkirk's timber yard, the beach is lined by cottages with gardens in front—not one of these cottages but was filled up and some quarterly destroyed by the sea; whilst in several cases the fencing was broken down. The beach was strewed with the debris of the wreck of Holdship's timber wharf and bathing establishment. Mr Davidson (Mr Holdship's manager) estimates the quantity of timber swept away at fifty thousand feet, and the absolute loss to the firm at between five and six hundred pounds sterling. (766, 1519, 918, 1891)
th-weight: 1/2 oz. (207, 231, 231, 247)
news-paragraph: A meeting of the Grey Valley Hospital Committee was held at Pinkerton's Hotel, at the Ahaura, on Thursday evening, 6th inst. There were present—Messrs M'Kenna in the chair, Pinkerton, White, Haydon, Boag, and Potts, Hon. Sec. The meeting was called at the request of several gentlemen who objected to the manner in which the committee's funds were administered, in about two weeks. It was so stated that a misunderstanding existed, and that both sides had been under a misapprehension. The meeting was then adjourned, and the following gentlemen were appointed a sub-committee to carry out the object of the resolution:—Messrs M'Kenna, Pinkerton, White, Potts, and Haydon. It was decided that the several districts should be canvassed for contributions of goods, &c., on the bazaar principle, to be used at the opening ball and otherwise disposed off for the purpose of augmenting the funds of the hospital. The Hon. Sec. stated that he had arranged to have the outstanding promised subscriptions collected, and he was requested to have the names of those who have contributed up to the time published, together with the amounts subscribed. Two accounts were passed for payment, and the Hon. Sec. received authority to have tickets printed, and to announce the forthcoming ball in the papers. After some discussion, the meeting adjourned, and the following gentlemen were appointed a sub-committee to carry out the business of the bazaar, which are Messrs Pinkerton, White, and Potts, and Haydon. (450, 615, 599, 932)
table-cell: 0 4 (231, 263, 248, 272)
news-paragraph: An extraordinary general meeting of the shareholders of the Grey River Steam Tug Company will be held to-day, at three o'clock, at Cameron's Union Hotel, for the purpose of considering the advisability of declaring a dividend. (295, 748, 442, 798)
table-row (142, 296, 287, 312)
table-cell: 0 2 (207, 280, 231, 288)
news-paragraph: The Fiji Times of the 1st March states:—On the night of Tuesday last the Levoni fighting men slept together at the chief town of their tribe, and early in the morning made their descent upon the coast town of Vucuba. They came along two different sides of the hills, and took the Biakan natives by surprise. They hastened to their fortifications, but twelve were killed, chiefly women and old men, who were not quick enough in their movements to reach their escape. All the houses outside the fortifications were burnt, including the Native Teacher's house and the Native Church. The Levonas people after the slaughter dragged the canoes of their enemies into the water, and taking with them their own wounded, went home to Saivavatavaua. We hear now from Levoni that eight of their party are likely to die or have already died from gunshot wounds. The Levoni tribes can muster six hundred fighting men; they are all well armed, and renowned as the best natives in Fiji. Cakobau witnessed the burning of the town from the deck of his vessel, the Marama, and sent up a large party to subjugate the rebellious Levoni people. All the towns on the Qua-vaka-Bau and Qualo-vaka-Levuka are putting up war fences, and it will probably be the last time they will have to do so on Ovalau. The Levuka natives have never been thoroughly subdued, and it is hoped that Cakobau will now put his foot upon them and keep them down. The whites in Levuka have nothing to be alarmed about in this disturbance. (606, 347, 758, 647)
arrived-heading: ARRIVED. (55, 84, 89, 92)
table-cell: To England (142, 247, 208, 255)
news-paragraph: The consumption of breadstuffs in the Auckland market is estimated by a local paper at 167 tons per week. The returns of imports, and of local production for the year 1870, are taken as a basis of calculation. (295, 1287, 442, 1336)
